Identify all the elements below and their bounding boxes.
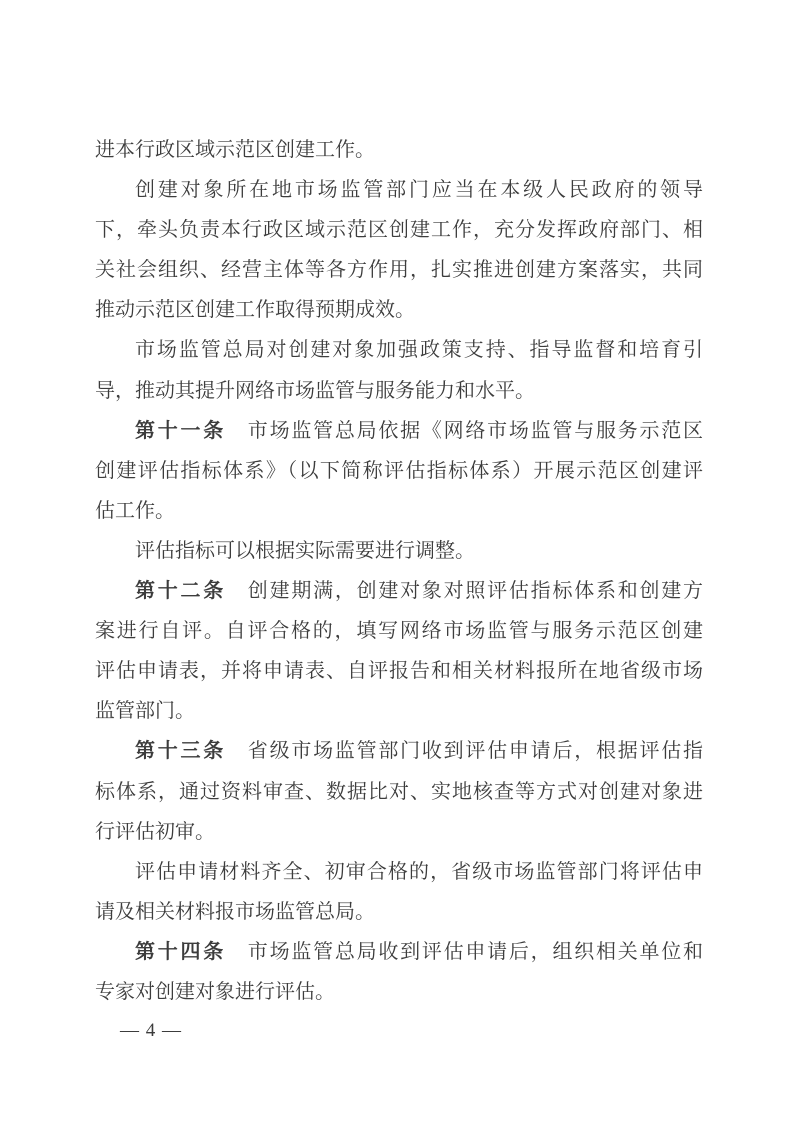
text-line bbox=[95, 451, 703, 491]
text-segment: 创建对象所在地市场监管部门应当在本级人民政府的领导 bbox=[135, 179, 703, 202]
text-line bbox=[95, 852, 703, 892]
text-line bbox=[95, 411, 703, 451]
text-segment: 评估申请材料齐全、初审合格的，省级市场监管部门将评估申 bbox=[135, 860, 703, 883]
text-line bbox=[95, 531, 703, 571]
text-line bbox=[95, 772, 703, 812]
text-line bbox=[95, 330, 703, 370]
text-line bbox=[95, 130, 703, 170]
text-segment: 行评估初审。 bbox=[95, 820, 215, 843]
text-line bbox=[95, 210, 703, 250]
text-line bbox=[95, 651, 703, 691]
text-segment: 市场监管总局收到评估申请后，组织相关单位和 bbox=[226, 940, 704, 963]
text-segment: 市场监管总局对创建对象加强政策支持、指导监督和培育引 bbox=[135, 339, 703, 362]
text-line bbox=[95, 571, 703, 611]
text-segment: 下，牵头负责本行政区域示范区创建工作，充分发挥政府部门、相 bbox=[95, 219, 703, 242]
text-segment: 导，推动其提升网络市场监管与服务能力和水平。 bbox=[95, 379, 535, 402]
text-line bbox=[95, 731, 703, 771]
text-line bbox=[95, 611, 703, 651]
text-segment: 案进行自评。自评合格的，填写网络市场监管与服务示范区创建 bbox=[95, 620, 703, 643]
text-segment: 专家对创建对象进行评估。 bbox=[95, 980, 335, 1003]
article-number: 第十二条 bbox=[135, 580, 227, 603]
text-segment: 标体系，通过资料审查、数据比对、实地核查等方式对创建对象进 bbox=[95, 780, 703, 803]
text-segment: 创建期满，创建对象对照评估指标体系和创建方 bbox=[226, 580, 704, 603]
text-segment: 请及相关材料报市场监管总局。 bbox=[95, 900, 375, 923]
text-segment: 评估指标可以根据实际需要进行调整。 bbox=[135, 539, 475, 562]
text-segment: 创建评估指标体系》（以下简称评估指标体系）开展示范区创建评 bbox=[95, 459, 703, 482]
text-segment: 省级市场监管部门收到评估申请后，根据评估指 bbox=[226, 740, 704, 763]
text-line bbox=[95, 892, 703, 932]
text-segment: 市场监管总局依据《网络市场监管与服务示范区 bbox=[226, 419, 704, 442]
document-body bbox=[95, 130, 703, 1012]
text-line bbox=[95, 170, 703, 210]
text-line bbox=[95, 932, 703, 972]
text-line bbox=[95, 491, 703, 531]
text-line bbox=[95, 290, 703, 330]
text-segment: 监管部门。 bbox=[95, 700, 195, 723]
text-line bbox=[95, 371, 703, 411]
text-line bbox=[95, 691, 703, 731]
article-number: 第十一条 bbox=[135, 419, 227, 442]
text-segment: 估工作。 bbox=[95, 499, 175, 522]
text-line bbox=[95, 250, 703, 290]
text-line bbox=[95, 972, 703, 1012]
article-number: 第十四条 bbox=[135, 940, 227, 963]
text-segment: 关社会组织、经营主体等各方作用，扎实推进创建方案落实，共同 bbox=[95, 259, 703, 282]
text-segment: 进本行政区域示范区创建工作。 bbox=[95, 139, 375, 161]
text-line bbox=[95, 812, 703, 852]
page-number: — 4 — bbox=[120, 1020, 182, 1041]
text-segment: 评估申请表，并将申请表、自评报告和相关材料报所在地省级市场 bbox=[95, 660, 703, 683]
text-segment: 推动示范区创建工作取得预期成效。 bbox=[95, 299, 415, 322]
article-number: 第十三条 bbox=[135, 740, 227, 763]
